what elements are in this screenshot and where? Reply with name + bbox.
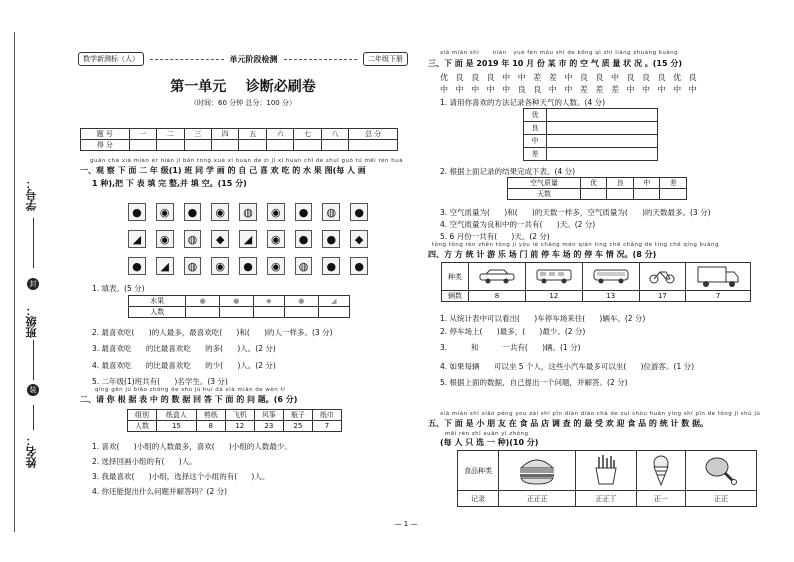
- s4-q3: 3. 和 一共有( )辆。(1 分): [440, 343, 581, 352]
- tally-mark: 正正: [686, 491, 757, 507]
- s1-q2: 2. 最喜欢吃( )的人最多，最喜欢吃( )和( )的人一样多。(3 分): [92, 328, 333, 337]
- s3-q4: 4. 空气质量为良和中的一共有( )天。(2 分): [440, 220, 596, 229]
- apple-icon: ●: [350, 203, 368, 221]
- apple-icon: ●: [350, 257, 368, 275]
- record-label: 中: [524, 135, 547, 148]
- apple-icon: ●: [186, 296, 220, 307]
- s4-q5: 5. 根据上面的数据，自己提出一个问题，并解答。(2 分): [440, 378, 628, 387]
- orange-icon: ◉: [211, 203, 229, 221]
- car-icon: [469, 263, 526, 291]
- apple-icon: ●: [128, 257, 146, 275]
- s4-q2: 2. 停车场上( )最多，( )最少。(2 分): [440, 327, 586, 336]
- group-count: 12: [225, 421, 254, 432]
- melon-icon: ◍: [322, 203, 340, 221]
- group-header: 组别: [128, 410, 157, 421]
- aq-header: 空气质量: [508, 178, 581, 189]
- apple-icon: ●: [128, 203, 146, 221]
- score-cell[interactable]: [321, 140, 348, 151]
- fruit-table: [128, 295, 350, 318]
- truck-icon: [686, 263, 751, 291]
- score-cell[interactable]: [266, 140, 293, 151]
- group-header: 纸巾: [312, 410, 341, 421]
- apple-icon: ●: [295, 203, 313, 221]
- score-header-cell: 一: [129, 129, 156, 140]
- aq-cell[interactable]: [633, 189, 660, 200]
- s3-q2: 2. 根据上面记录的结果完成下表。(4 分): [440, 167, 576, 176]
- header-center: 单元阶段检测: [229, 54, 278, 64]
- apple-icon: ●: [184, 203, 202, 221]
- banana-icon: ◢: [239, 230, 257, 248]
- food-mark-label: 记录: [458, 491, 499, 507]
- class-line: [33, 340, 34, 380]
- score-header-cell: 七: [294, 129, 321, 140]
- section5-pinyin-2: měi rén zhǐ xuǎn yī zhǒng: [445, 431, 529, 437]
- orange-icon: ◉: [267, 230, 285, 248]
- student-id-line: [33, 218, 34, 268]
- section5-pinyin: xià miàn shì xiǎo péng you zài shí pǐn diàn diào chá de zuì shòu huān yíng shí pǐn de tǒng jì shù jù: [440, 411, 761, 417]
- melon-icon: ●: [284, 296, 318, 307]
- fruit-count-cell[interactable]: [186, 307, 220, 318]
- name-label: 姓名：: [25, 435, 38, 468]
- aq-cell[interactable]: [580, 189, 607, 200]
- section5-title-cont: (每 人 只 选 一 种)(10 分): [440, 438, 539, 447]
- section5-title: 五、下 面 是 小 朋 友 在 食 品 店 调 查 的 最 受 欢 迎 食 品 的 统 计 数 据。: [428, 419, 709, 428]
- score-cell[interactable]: [294, 140, 321, 151]
- group-count: 8: [196, 421, 225, 432]
- fruit-row: [128, 257, 368, 275]
- melon-icon: ◍: [239, 203, 257, 221]
- vehicle-count: 13: [582, 291, 639, 302]
- apple-icon: ●: [295, 230, 313, 248]
- bicycle-icon: [639, 263, 685, 291]
- group-count: 15: [157, 421, 197, 432]
- group-header: 风筝: [254, 410, 283, 421]
- record-label: 良: [524, 122, 547, 135]
- score-cell[interactable]: [239, 140, 266, 151]
- s4-q1: 1. 从统计表中可以看出( )车停车场来往( )辆车。(2 分): [440, 314, 646, 323]
- group-header: 飞机: [225, 410, 254, 421]
- tally-mark: 正正丅: [576, 491, 636, 507]
- s2-q1: 1. 喜欢( )小组的人数最多，喜欢( )小组的人数最少。: [92, 442, 292, 451]
- pear-icon: ◆: [253, 296, 284, 307]
- fruit-count-cell[interactable]: [284, 307, 318, 318]
- air-quality-row-2: 中 中 中 中 中 良 良 中 中 差 差 差 中 中 中 中 中: [440, 85, 700, 94]
- orange-icon: ◉: [211, 257, 229, 275]
- food-table: [457, 450, 757, 507]
- score-cell[interactable]: [129, 140, 156, 151]
- bus-icon: [525, 263, 582, 291]
- parking-table: [441, 262, 751, 302]
- parking-count-label: 辆数: [442, 291, 469, 302]
- drumstick-icon: [686, 451, 757, 491]
- s2-q2: 2. 选择回画小组的有( )人。: [92, 457, 197, 466]
- score-header-cell: 六: [266, 129, 293, 140]
- record-table: [523, 108, 658, 161]
- binding-hole: 封: [27, 278, 39, 290]
- melon-icon: ◍: [184, 257, 202, 275]
- orange-icon: ◉: [156, 230, 174, 248]
- class-label: 班级：: [25, 305, 38, 338]
- record-cell[interactable]: [547, 148, 658, 161]
- section2-pinyin: qǐng gēn jù biǎo zhōng de shù jù huí dá xià miàn de wèn tí: [95, 387, 286, 393]
- fruit-count-cell[interactable]: [220, 307, 254, 318]
- melon-icon: ◍: [295, 257, 313, 275]
- hamburger-icon: [499, 451, 576, 491]
- banana-icon: ◢: [128, 230, 146, 248]
- score-header-cell: 四: [212, 129, 239, 140]
- apple-icon: ●: [239, 257, 257, 275]
- page-number: — 1 —: [394, 520, 418, 528]
- ice-cream-icon: [636, 451, 686, 491]
- score-table: [80, 128, 398, 151]
- score-header-cell: 二: [157, 129, 184, 140]
- orange-icon: ◉: [156, 203, 174, 221]
- score-header-cell: 五: [239, 129, 266, 140]
- group-header: 瓶子: [283, 410, 312, 421]
- s3-q5: 5. 6 月份一共有( )天。(2 分): [440, 232, 550, 241]
- aq-header: 中: [633, 178, 660, 189]
- aq-header: 差: [660, 178, 687, 189]
- group-count: 23: [254, 421, 283, 432]
- section1-pinyin: guān chá xià miàn èr nián jí bān tóng xué xǐ huan de zì jǐ xǐ huan chī de shuǐ guǒ tú měi rén huà: [90, 158, 404, 164]
- fruit-table-row-label: 人数: [129, 307, 186, 318]
- section3-title: 三、下 面 是 2019 年 10 月 份 某 市 的 空 气 质 量 状 况 。(15 分): [428, 59, 682, 68]
- score-cell[interactable]: [349, 140, 398, 151]
- orange-icon: ◉: [267, 257, 285, 275]
- name-line: [33, 405, 34, 430]
- vehicle-count: 8: [469, 291, 526, 302]
- binding-hole: 装: [27, 384, 39, 396]
- section1-title-cont: 1 种),把 下 表 填 完 整,并 填 空。(15 分): [92, 179, 247, 188]
- tally-mark: 正一: [636, 491, 686, 507]
- score-cell: 得 分: [81, 140, 130, 151]
- apple-icon: ●: [322, 257, 340, 275]
- student-id-label: 学号：: [25, 178, 38, 211]
- score-cell[interactable]: [157, 140, 184, 151]
- record-cell[interactable]: [547, 122, 658, 135]
- page-title: 第一单元 诊断必刷卷: [170, 79, 316, 95]
- air-quality-row-1: 优 良 良 良 中 中 差 差 中 良 良 中 良 良 良 优 良: [440, 73, 700, 82]
- apple-icon: ●: [322, 230, 340, 248]
- vehicle-count: 7: [686, 291, 751, 302]
- group-count: 25: [283, 421, 312, 432]
- fruit-grid: [128, 203, 368, 284]
- pear-icon: ◆: [211, 230, 229, 248]
- aq-header: 优: [580, 178, 607, 189]
- score-cell[interactable]: [184, 140, 211, 151]
- group-count: 人数: [128, 421, 157, 432]
- record-cell[interactable]: [547, 135, 658, 148]
- s2-q4: 4. 你还能提出什么问题并解答吗？(2 分): [92, 487, 228, 496]
- fruit-count-cell[interactable]: [318, 307, 349, 318]
- record-label: 优: [524, 109, 547, 122]
- banana-icon: ◢: [318, 296, 349, 307]
- s1-q3: 3. 最喜欢吃 的比最喜欢吃 的多( )人。(2 分): [92, 344, 276, 353]
- record-label: 差: [524, 148, 547, 161]
- section4-title: 四、方 方 统 计 游 乐 场 门 前 停 车 场 的 停 车 情 况。(8 分): [428, 250, 657, 259]
- score-header-cell: 总 分: [349, 129, 398, 140]
- fruit-table-header: 水果: [129, 296, 186, 307]
- vehicle-count: 12: [525, 291, 582, 302]
- s4-q4: 4. 如果每辆 可以坐 5 个人，这些小汽车最多可以坐( )位游客。(1 分): [440, 362, 695, 371]
- score-header-cell: 题 号: [81, 129, 130, 140]
- banana-icon: ◢: [156, 257, 174, 275]
- header-tag-left: 数学新测标（人）: [78, 52, 144, 66]
- pear-icon: ◆: [350, 230, 368, 248]
- s1-q4: 4. 最喜欢吃 的比最喜欢吃 的少( )人。(2 分): [92, 361, 276, 370]
- score-header-cell: 三: [184, 129, 211, 140]
- score-cell[interactable]: [212, 140, 239, 151]
- s3-q3: 3. 空气质量为( )和( )的天数一样多，空气质量为( )的天数最多。(3 分): [440, 208, 711, 217]
- fruit-count-cell[interactable]: [253, 307, 284, 318]
- record-cell[interactable]: [547, 109, 658, 122]
- aq-header: 良: [607, 178, 634, 189]
- aq-row-label: 天数: [508, 189, 581, 200]
- section1-title: 一、观 察 下 面 二 年 级(1) 班 同 学 画 的 自 己 喜 欢 吃 的 水 果 图(每 人 画: [80, 166, 366, 175]
- header-tag-right: 二年级下册: [363, 52, 408, 66]
- orange-icon: ◉: [267, 203, 285, 221]
- s1-q5: 5. 二年级(1)班共有( )名学生。(3 分): [92, 377, 228, 386]
- air-quality-table: [507, 177, 687, 200]
- aq-cell[interactable]: [660, 189, 687, 200]
- orange-icon: ●: [220, 296, 254, 307]
- tally-mark: 正正正: [499, 491, 576, 507]
- food-kind-label: 食品种类: [458, 451, 499, 491]
- page-header: [78, 52, 408, 66]
- section4-pinyin: tǒng tǒng rèn zhēn tǒng jì yóu lè chǎng mén qián tíng chē chǎng de tíng chē qíng kuàng: [432, 242, 719, 248]
- fruit-row: [128, 230, 368, 248]
- group-table: [127, 409, 342, 432]
- bus-icon: [582, 263, 639, 291]
- section2-title: 二、请 你 根 据 表 中 的 数 据 回 答 下 面 的 问 题。(6 分): [80, 395, 298, 404]
- s2-q3: 3. 我最喜欢( )小组，选择这个小组的有( )人。: [92, 472, 270, 481]
- score-header-cell: 八: [321, 129, 348, 140]
- group-count: 7: [312, 421, 341, 432]
- s3-q1: 1. 请用你喜欢的方法记录各种天气的人数。(4 分): [440, 98, 606, 107]
- group-header: 剪纸: [196, 410, 225, 421]
- group-header: 纸盒人: [157, 410, 197, 421]
- section3-pinyin: xià miàn shì nián yuè fèn mǒu shì de kōng qì zhì liàng zhuàng kuàng: [440, 50, 679, 56]
- s1-q1: 1. 填表。(5 分): [92, 284, 145, 293]
- fries-icon: [576, 451, 636, 491]
- melon-icon: ◍: [184, 230, 202, 248]
- parking-type-label: 种类: [442, 263, 469, 291]
- aq-cell[interactable]: [607, 189, 634, 200]
- vehicle-count: 17: [639, 291, 685, 302]
- page-subtitle: （时间：60 分钟 总分：100 分）: [190, 99, 296, 107]
- fruit-row: [128, 203, 368, 221]
